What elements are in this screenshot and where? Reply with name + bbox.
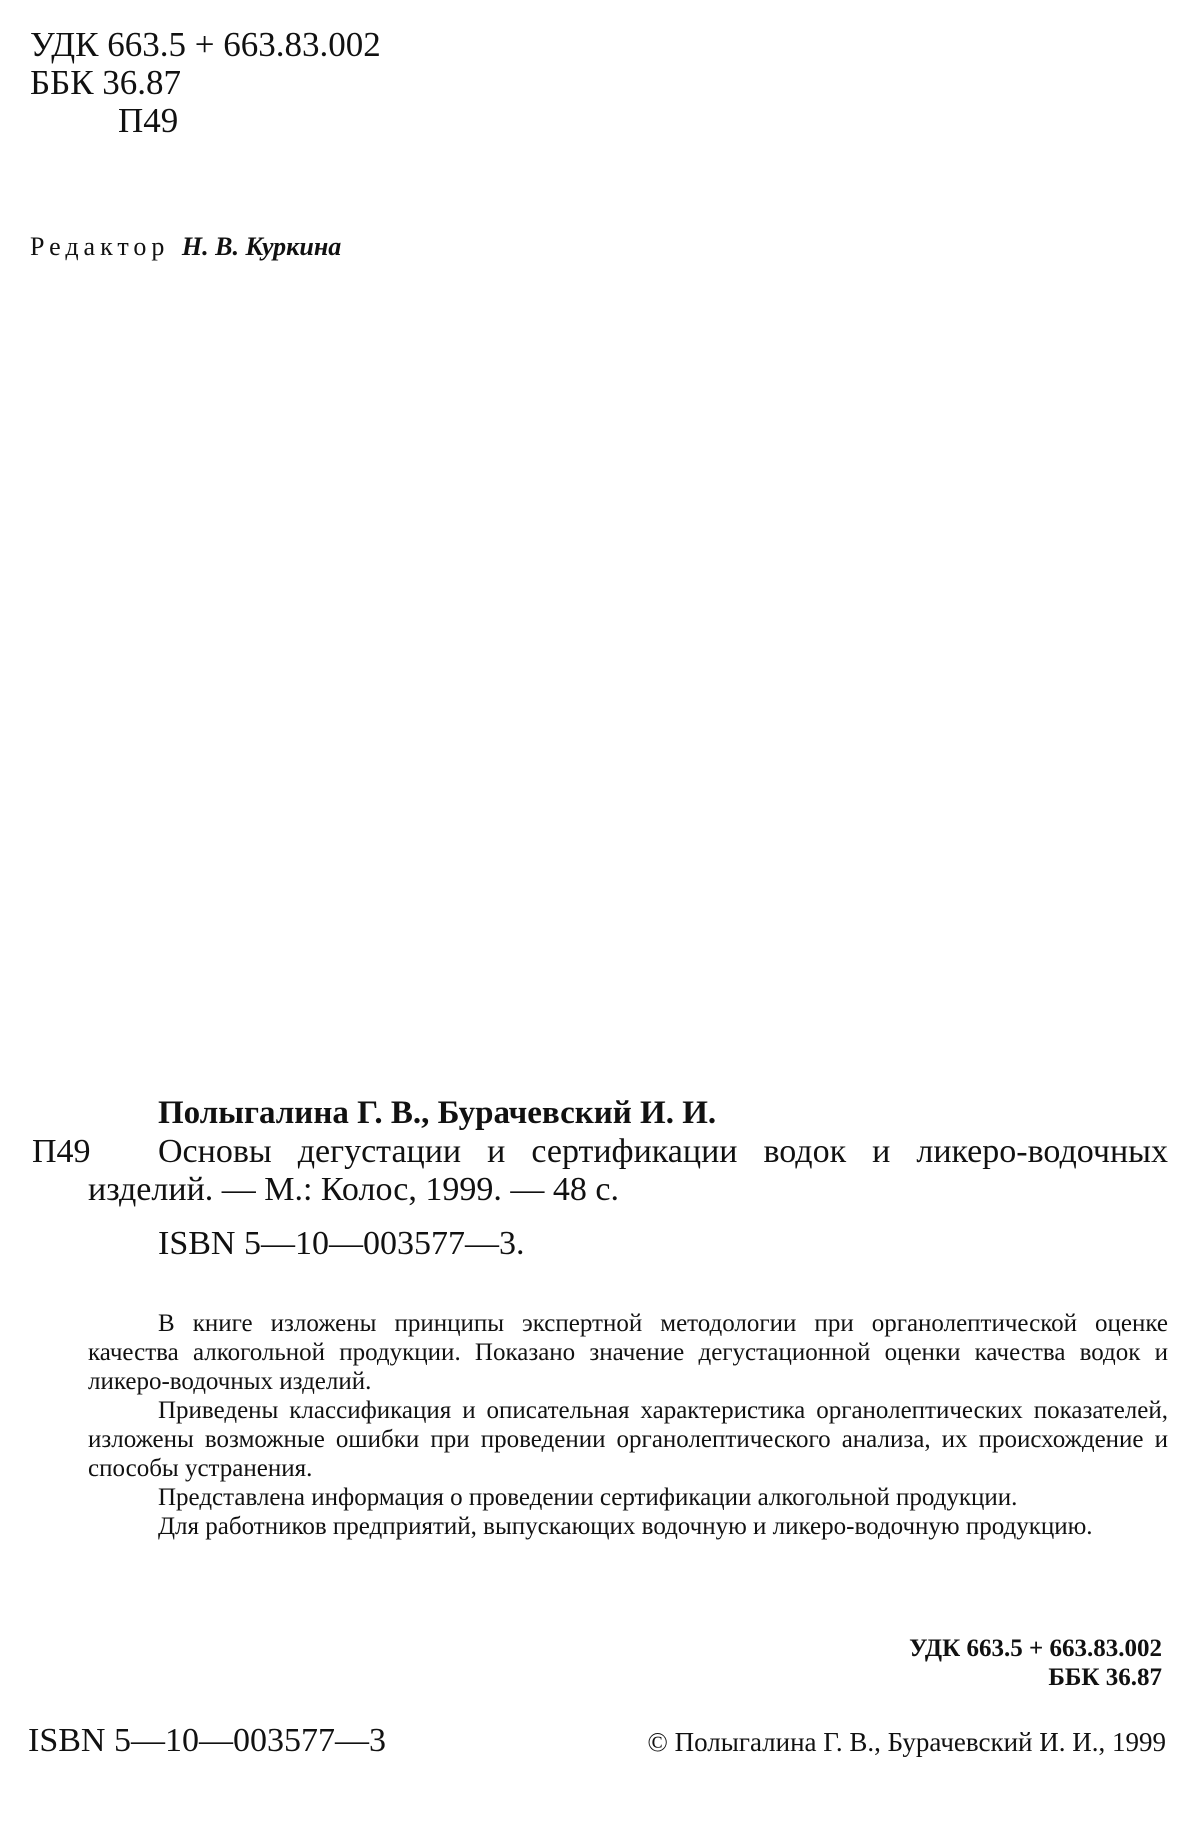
authors-heading: Полыгалина Г. В., Бурачевский И. И. [158,1095,717,1131]
author-sign-header: П49 [118,101,179,140]
udk-code-header: УДК 663.5 + 663.83.002 [30,25,381,64]
editor-line [30,232,341,262]
bbk-code-footer: ББК 36.87 [1048,1664,1162,1691]
bbk-code-header: ББК 36.87 [30,63,182,102]
udk-code-footer: УДК 663.5 + 663.83.002 [909,1635,1162,1662]
isbn-entry: ISBN 5—10—003577—3. [158,1225,525,1262]
book-title-entry: Основы дегустации и сертификации водок и ликеро-водочных изделий. — М.: Колос, 1999. — 48 с. [88,1133,1168,1208]
isbn-footer: ISBN 5—10—003577—3 [28,1722,386,1759]
annotation-paragraph: Представлена информация о проведении сертификации алкогольной продукции. [158,1484,1018,1511]
editor-name: Н. В. Куркина [181,232,342,261]
annotation-paragraph: Для работников предприятий, выпускающих водочную и ликеро-водочную продукцию. [158,1513,1093,1540]
editor-role: Редактор [30,232,170,261]
copyright-notice: © Полыгалина Г. В., Бурачевский И. И., 1999 [647,1727,1166,1757]
annotation-paragraph: В книге изложены принципы экспертной методологии при органолептической оценке качества алкогольной продукции. Показано значение дегустационной оценки качества водок и ликеро-водочных изделий. [88,1310,1168,1395]
classification-codes [909,1634,1162,1692]
author-sign-bibliography: П49 [32,1133,91,1170]
annotation-paragraph: Приведены классификация и описательная характеристика органолептических показателей, изложены возможные ошибки при проведении органолептического анализа, их происхождение и способы устранения. [88,1397,1168,1482]
annotation [88,1309,1168,1541]
